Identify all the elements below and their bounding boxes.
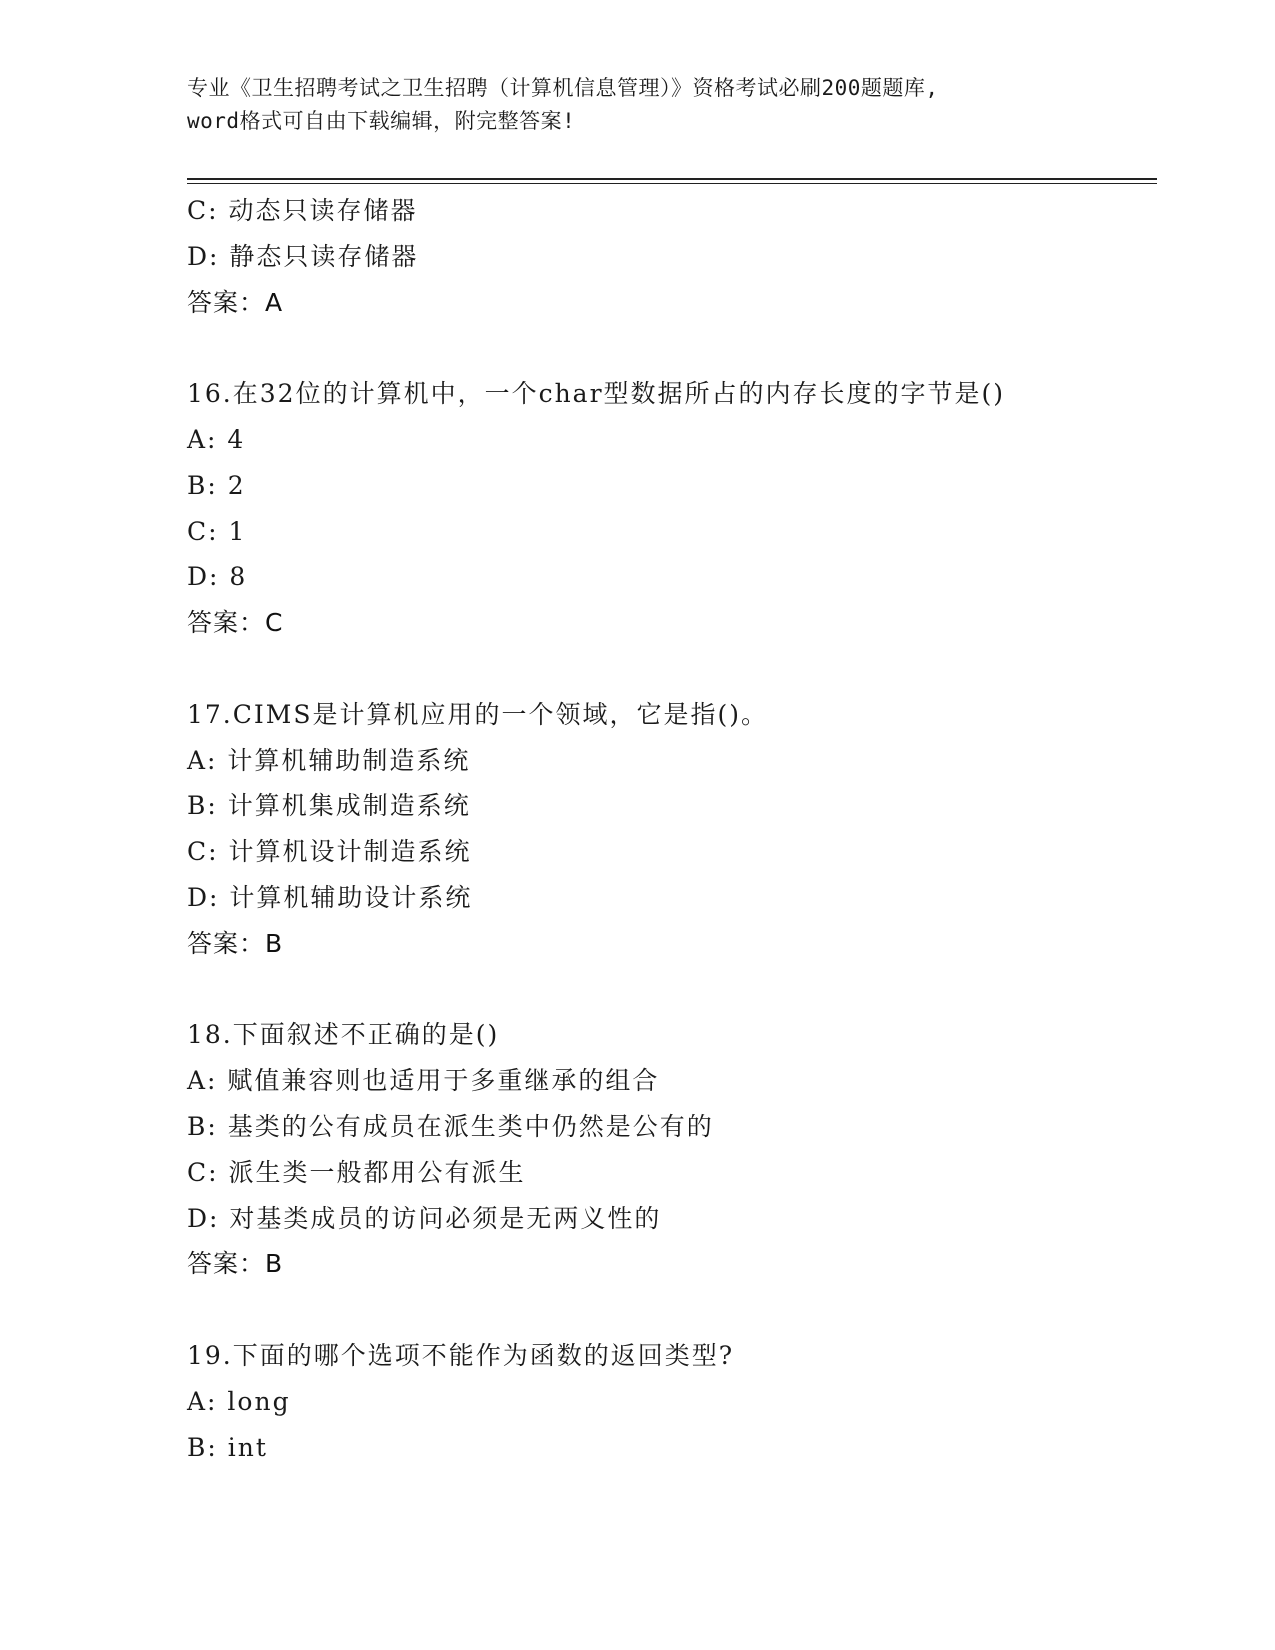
option-line: B: 基类的公有成员在派生类中仍然是公有的 bbox=[187, 1111, 714, 1141]
question-block bbox=[187, 188, 1157, 325]
question-block bbox=[187, 1012, 1157, 1287]
document-header bbox=[187, 72, 1087, 138]
option-line: A: 计算机辅助制造系统 bbox=[187, 745, 471, 775]
option-line: B: 2 bbox=[187, 470, 246, 500]
spacer bbox=[187, 967, 1157, 1013]
answer-line: 答案：A bbox=[187, 287, 284, 317]
header-divider-thick bbox=[187, 178, 1157, 180]
option-line: A: 赋值兼容则也适用于多重继承的组合 bbox=[187, 1066, 660, 1096]
spacer bbox=[187, 1287, 1157, 1333]
option-line: D: 计算机辅助设计系统 bbox=[187, 882, 473, 912]
option-line: A: long bbox=[187, 1386, 291, 1416]
question-text: 16.在32位的计算机中，一个char型数据所占的内存长度的字节是() bbox=[187, 379, 1006, 409]
header-title-line-1: 专业《卫生招聘考试之卫生招聘（计算机信息管理）》资格考试必刷200题题库, bbox=[187, 76, 939, 100]
option-line: C: 派生类一般都用公有派生 bbox=[187, 1157, 526, 1187]
question-block bbox=[187, 692, 1157, 967]
option-line: B: 计算机集成制造系统 bbox=[187, 791, 471, 821]
answer-line: 答案：C bbox=[187, 608, 284, 638]
question-list bbox=[187, 188, 1157, 1470]
option-line: D: 8 bbox=[187, 562, 248, 592]
option-line: B: int bbox=[187, 1432, 268, 1462]
answer-line: 答案：B bbox=[187, 928, 284, 958]
question-text: 19.下面的哪个选项不能作为函数的返回类型? bbox=[187, 1340, 735, 1370]
question-block bbox=[187, 1333, 1157, 1470]
answer-line: 答案：B bbox=[187, 1249, 284, 1279]
question-block bbox=[187, 371, 1157, 646]
question-text: 17.CIMS是计算机应用的一个领域，它是指()。 bbox=[187, 699, 768, 729]
spacer bbox=[187, 325, 1157, 371]
header-title-line-2: word格式可自由下载编辑，附完整答案! bbox=[187, 109, 576, 133]
option-line: C: 计算机设计制造系统 bbox=[187, 837, 472, 867]
option-line: A: 4 bbox=[187, 424, 246, 454]
option-line: C: 1 bbox=[187, 516, 247, 546]
header-divider-thin bbox=[187, 183, 1157, 184]
question-text: 18.下面叙述不正确的是() bbox=[187, 1020, 500, 1050]
option-line: C: 动态只读存储器 bbox=[187, 196, 418, 225]
option-line: D: 静态只读存储器 bbox=[187, 241, 419, 271]
option-line: D: 对基类成员的访问必须是无两义性的 bbox=[187, 1203, 662, 1233]
spacer bbox=[187, 646, 1157, 692]
